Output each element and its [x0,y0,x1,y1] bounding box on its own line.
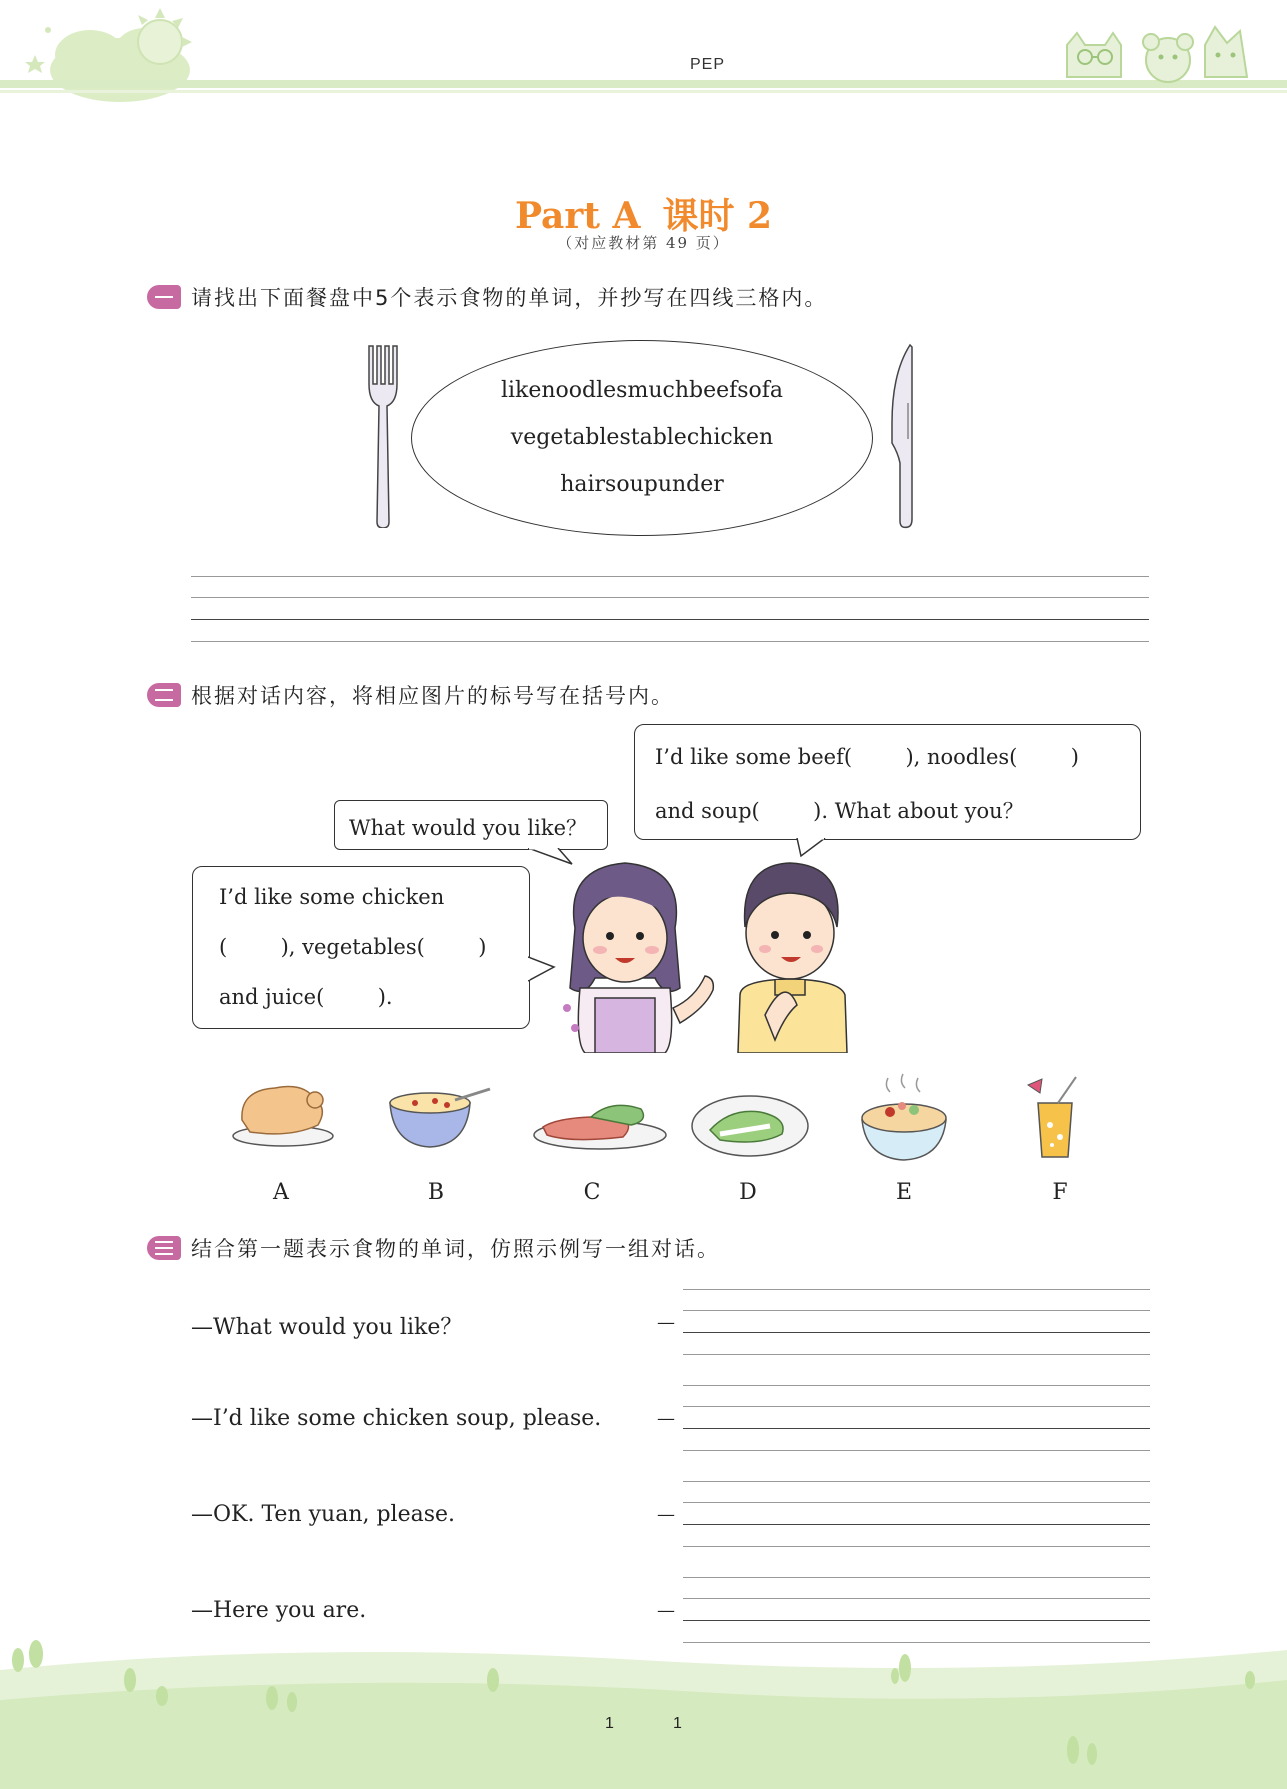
food-label-e: E [895,1180,913,1205]
girl-illustration [555,858,725,1053]
section3-instruction: 结合第一题表示食物的单词，仿照示例写一组对话。 [191,1237,720,1261]
title-lesson: 课时 2 [662,195,773,237]
answer-dash-4: — [657,1600,675,1621]
title-part: Part A [514,195,641,237]
food-label-a: A [273,1180,289,1205]
knife-icon [888,343,916,529]
section2-badge [147,683,181,707]
section3-heading [147,1233,720,1263]
section2-instruction: 根据对话内容，将相应图片的标号写在括号内。 [191,684,674,708]
food-label-f: F [1052,1180,1068,1205]
food-vegetables-icon [690,1090,810,1158]
header-band-light [0,90,1287,93]
dialogue-line-1: —What would you like？ [191,1315,463,1340]
speech-bubble-boy [634,724,1141,840]
answer-dash-3: — [657,1504,675,1525]
header-decoration-left [0,0,220,120]
plate-line-3: hairsoupunder [560,472,724,497]
dialogue-line-3: —OK. Ten yuan, please. [191,1502,456,1527]
food-noodles-icon [858,1070,950,1162]
girl-line-2: ( ), vegetables( ) [219,935,487,959]
boy-illustration [735,855,855,1053]
answer-dash-2: — [657,1408,675,1429]
food-chicken-icon [230,1080,336,1150]
speech-bubble-question [334,800,608,850]
header-animals-icon [1055,15,1255,85]
section1-heading [147,282,827,312]
food-juice-icon [1022,1075,1088,1161]
plate-line-1: likenoodlesmuchbeefsofa [500,378,784,403]
section1-badge [147,285,181,309]
boy-line-1: I’d like some beef( ), noodles( ) [655,745,1079,769]
girl-line-3: and juice( ). [219,985,393,1009]
dialogue-line-4: —Here you are. [191,1598,367,1623]
answer-dash-1: — [657,1312,675,1333]
page-subtitle: （对应教材第 49 页） [557,234,730,252]
page-number-left: 1 [605,1715,614,1732]
page-number-right: 1 [673,1715,682,1732]
boy-line-2: and soup( ). What about you？ [655,799,1024,823]
answer-lines-2[interactable] [683,1385,1150,1451]
plate-line-2: vegetablestablechicken [510,425,774,450]
answer-lines-3[interactable] [683,1481,1150,1547]
question-text: What would you like？ [349,816,588,840]
section1-writing-lines[interactable] [191,576,1149,642]
edition-label: PEP [690,56,726,73]
girl-line-1: I’d like some chicken [219,885,445,909]
section3-badge [147,1236,181,1260]
food-label-c: C [583,1180,601,1205]
speech-bubble-girl [192,866,530,1029]
footer-grass-background [0,1630,1287,1789]
dialogue-line-2: —I’d like some chicken soup, please. [191,1406,602,1431]
fork-icon [365,344,399,528]
answer-lines-1[interactable] [683,1289,1150,1355]
section1-instruction: 请找出下面餐盘中5个表示食物的单词，并抄写在四线三格内。 [191,286,828,310]
food-label-b: B [427,1180,445,1205]
food-label-d: D [739,1180,757,1205]
food-beef-icon [531,1095,669,1153]
girl-bubble-tail [528,955,558,985]
food-soup-icon [385,1085,495,1150]
section2-heading [147,680,674,710]
